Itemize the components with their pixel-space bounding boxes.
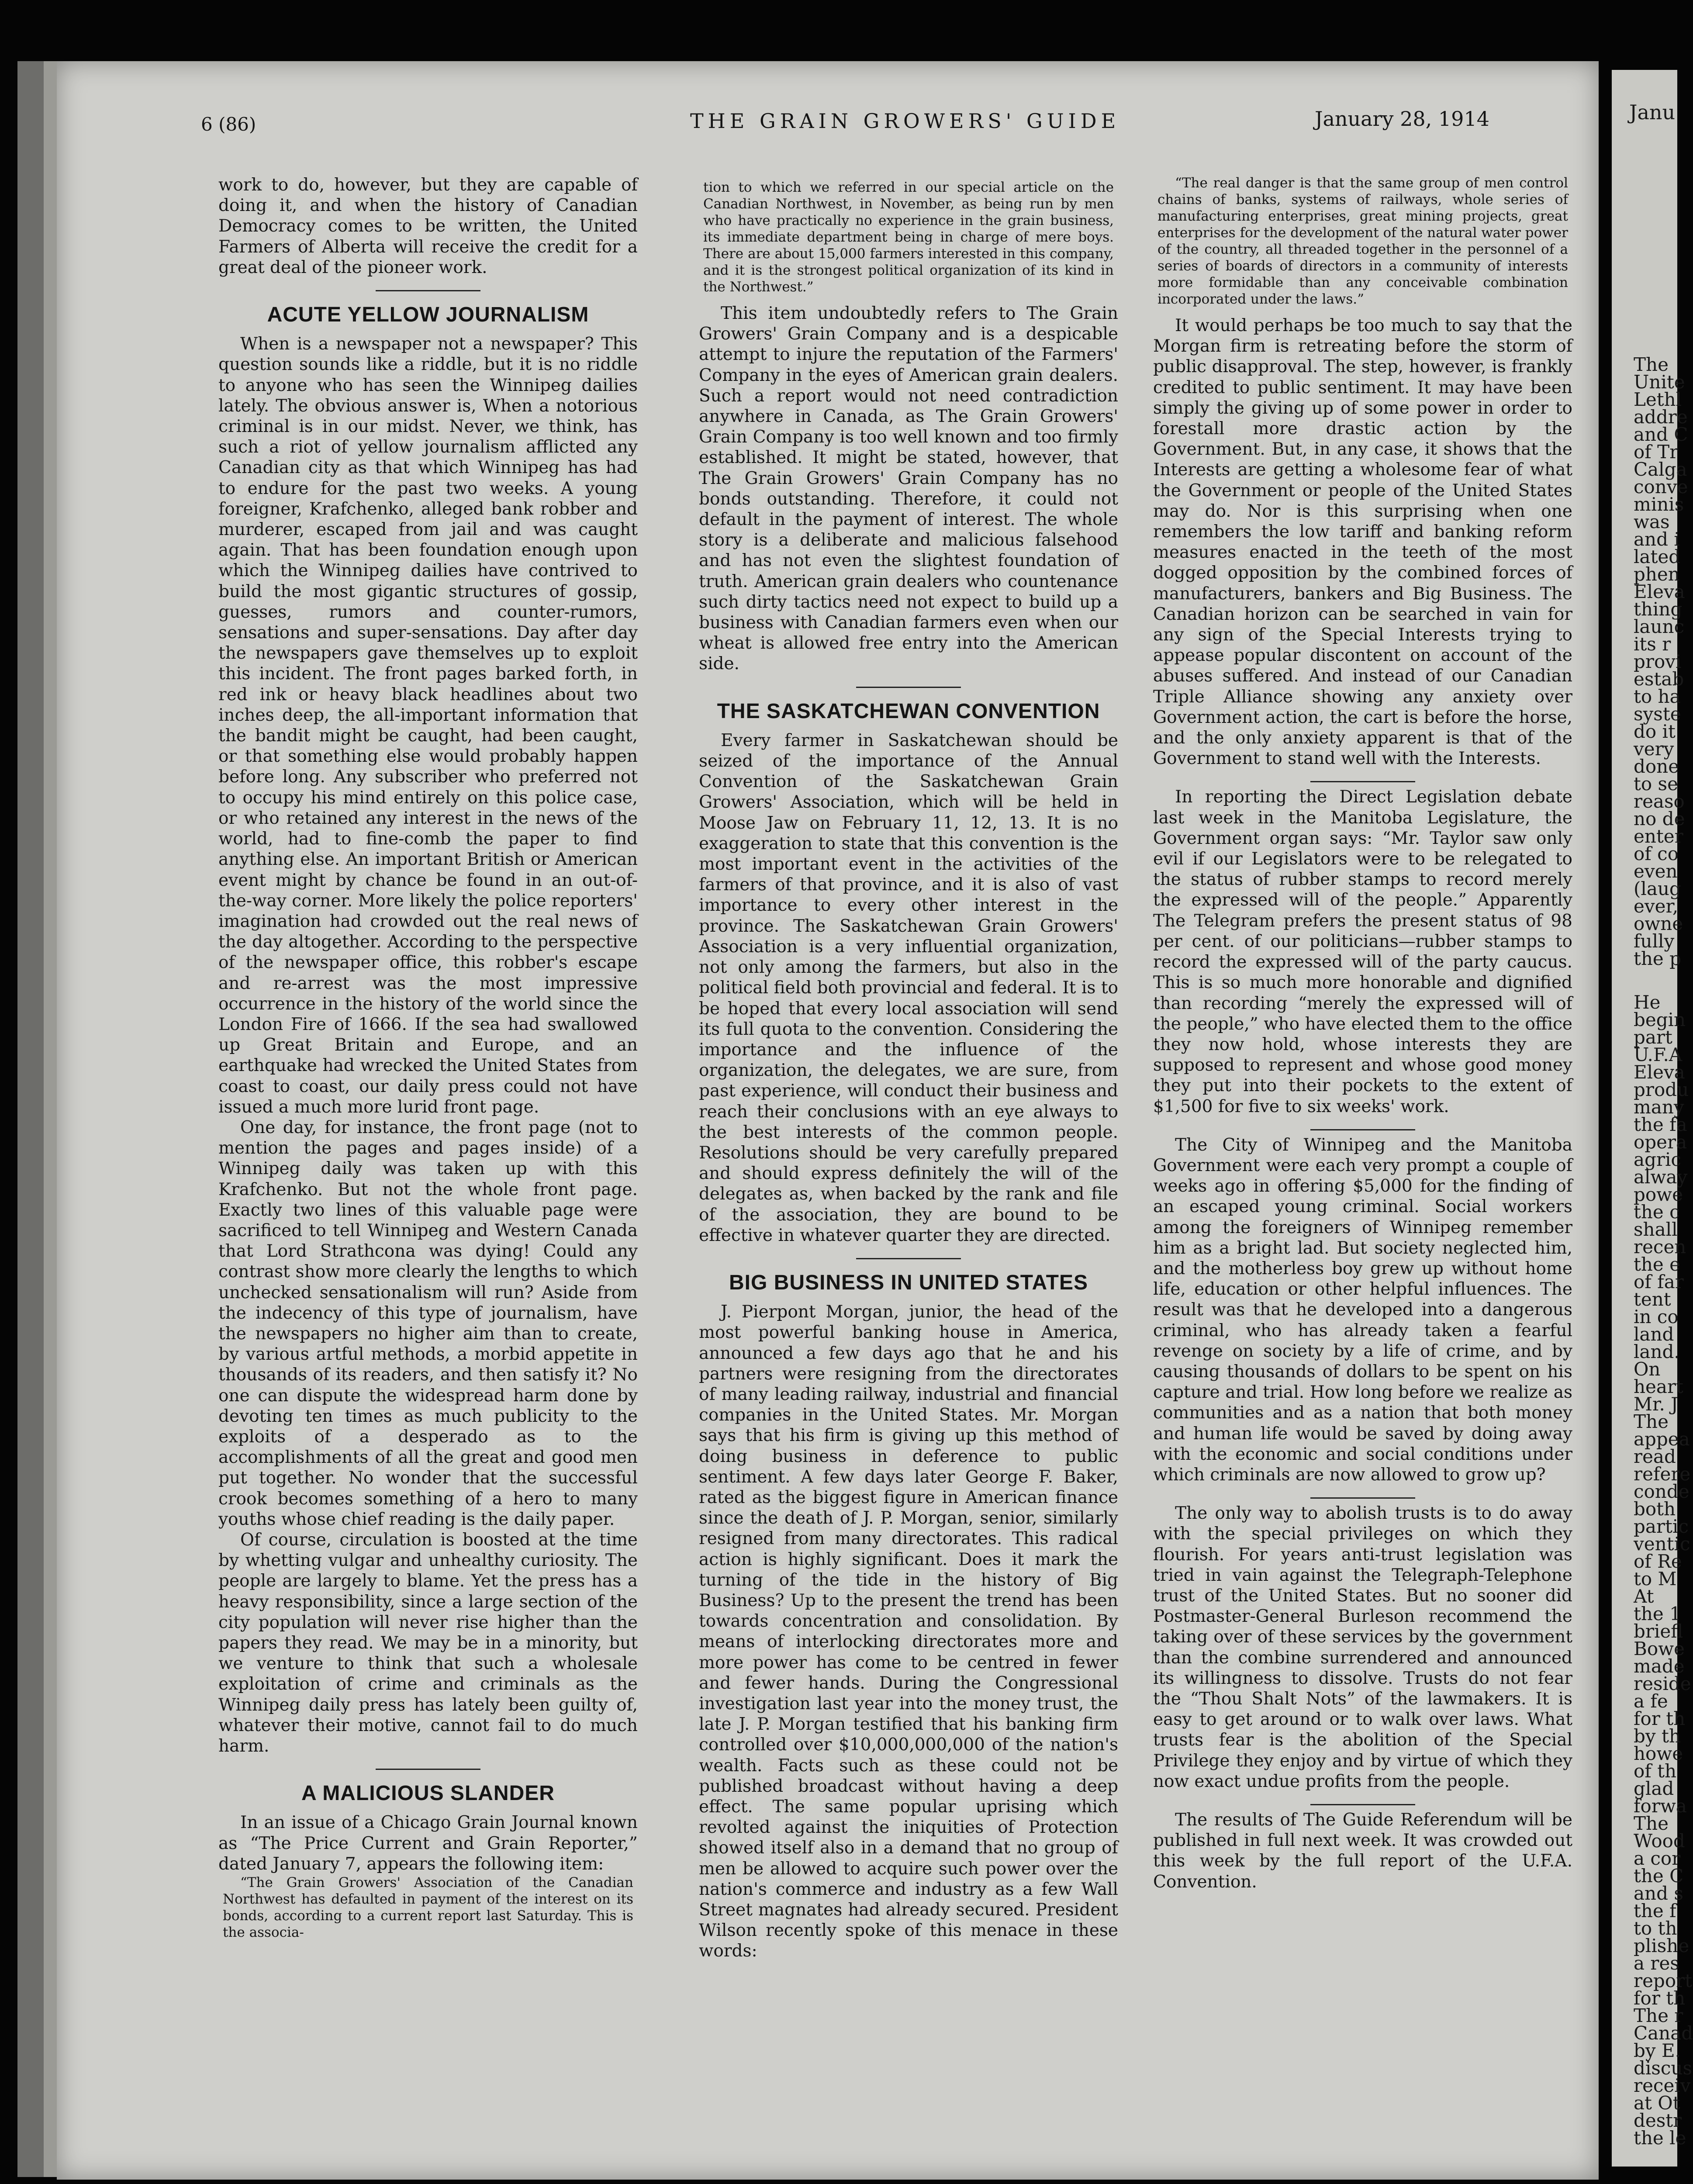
divider [376,290,480,291]
paragraph: In an issue of a Chicago Grain Journal known as “The Price Current and Grain Reporter,” dated January 7, appears the following item: [218,1813,638,1874]
next-page-fragment: The [1634,1813,1669,1834]
next-page-fragment: destr [1634,2110,1682,2131]
next-page-fragment: glad [1634,1778,1674,1799]
divider [1310,1129,1415,1130]
next-page-fragment: the C [1634,1865,1684,1887]
next-page-fragment: many [1634,1096,1684,1118]
masthead: THE GRAIN GROWERS' GUIDE [690,109,1120,133]
next-page-fragment: He [1634,992,1661,1013]
next-page-fragment: tent [1634,1289,1671,1310]
block-quote [223,1874,633,1941]
next-page-fragment: of Re [1634,1551,1682,1572]
paragraph: When is a newspaper not a newspaper? This question sounds like a riddle, but it is no riddle to anyone who has seen the Winnipeg dailies lately. The obvious answer is, When a notorious criminal is in our midst. Never, we think, has such a riot of yellow journalism afflicted any Canadian city as that which Winnipeg has had to endure for the past two weeks. A young foreigner, Krafchenko, alleged bank robber and murderer, escaped from jail and was caught again. That has been foundation enough upon which the Winnipeg dailies have contrived to build the most gigantic structures of gossip, guesses, rumors and counter-rumors, sensations and super-sensations. Day after day the newspapers gave themselves up to exploit this incident. The front pages barked forth, in red ink or heavy black headlines about two inches deep, the all-important information that the bandit might be caught, had been caught, or that something else would probably happen before long. Any subscriber who preferred not to occupy his mind entirely on this police case, or who retained any interest in the news of the world, had to fine-comb the paper to find anything else. An important British or American event might by chance be found in an out-of-the-way corner. More likely the police reporters' imagination had crowded out the real news of the day altogether. According to the perspective of the newspaper office, this robber's escape and re-arrest was the most impressive occurrence in the history of the world since the London Fire of 1666. If the sea had swallowed up Great Britain and Europe, and an earthquake had wrecked the United States from coast to coast, our daily press could not have issued a much more lurid front page. [218,334,638,1117]
next-page-fragment: discus [1634,2057,1692,2079]
next-page-fragment: estab [1634,668,1684,690]
next-page-fragment: a res [1634,1952,1679,1974]
next-page-fragment: by E. [1634,2040,1681,2061]
issue-date: January 28, 1914 [1315,107,1489,131]
headline-big-business: BIG BUSINESS IN UNITED STATES [729,1271,1088,1294]
next-page-fragment: powe [1634,1184,1683,1205]
next-page-fragment: the e [1634,1254,1680,1275]
next-page-fragment: the fa [1634,1114,1687,1135]
divider [1310,1804,1415,1805]
next-page-fragment: for th [1634,1987,1686,2009]
next-page-fragment: was [1634,511,1670,532]
next-page-fragment: addre [1634,406,1688,428]
paragraph: It would perhaps be too much to say that the Morgan firm is retreating before the storm of public disapproval. The step, however, is frankly credited to public sentiment. It may have been simply the giving up of some power in order to forestall more drastic action by the Government. But, in any case, it shows that the Interests are getting a wholesome fear of what the Government or people of the United States may do. Nor is this surprising when one remembers the low tariff and banking reform measures enacted in the teeth of the most dogged opposition by the combined forces of manufacturers, bankers and Big Business. The Canadian horizon can be searched in vain for any sign of the Special Interests trying to appease popular discontent on account of the abuses suffered. And instead of our Canadian Triple Alliance showing any anxiety over Government action, the cart is before the horse, and the only anxiety apparent is that of the Government to stand well with the Interests. [1153,316,1572,769]
headline-malicious-slander: A MALICIOUS SLANDER [301,1782,555,1805]
paragraph: J. Pierpont Morgan, junior, the head of the most powerful banking house in America, announced a few days ago that he and his partners were resigning from the directorates of many leading railway, industrial and financial companies in the United States. Mr. Morgan says that his firm is giving up this method of doing business in deference to public sentiment. A few days later George F. Baker, rated as the biggest figure in American finance since the death of J. P. Morgan, senior, similarly resigned from many directorates. This radical action is highly significant. Does it mark the turning of the tide in the history of Big Business? Up to the present the trend has been towards concentration and consolidation. By means of interlocking directorates more and more power has come to be centred in fewer and fewer hands. During the Congressional investigation last year into the money trust, the late J. P. Morgan testified that his banking firm controlled over $10,000,000,000 of the nation's wealth. Facts such as these could not be published broadcast without having a deep effect. The same popular uprising which revolted against the iniquities of Protection showed itself also in a demand that no group of men be allowed to acquire such power over the nation's commerce and industry as a few Wall Street magnates had already secured. President Wilson recently spoke of this menace in these words: [699,1302,1118,1961]
divider [856,687,961,688]
next-page-fragment: report [1634,1970,1693,1991]
paragraph: The City of Winnipeg and the Manitoba Government were each very prompt a couple of weeks ago in offering $5,000 for the finding of an escaped young criminal. Social workers among the foreigners of Winnipeg remember him as a bright lad. But society neglected him, and the motherless boy grew up without home life, education or other helpful influences. The result was that he developed into a dangerous criminal, who has already taken a fearful revenge on society by a life of crime, and by causing thousands of dollars to be spent on his capture and trial. How long before we realize as communities and as a nation that both money and human life would be saved by doing away with the economic and social conditions under which criminals are now allowed to grow up? [1153,1135,1572,1485]
next-page-fragment: heart [1634,1376,1683,1397]
next-page-fragment: refere [1634,1463,1691,1485]
next-page-fragment: part [1634,1026,1672,1048]
next-page-fragment: briefl [1634,1621,1683,1642]
next-page-fragment: Eleva [1634,581,1685,602]
next-page-fragment: reaso [1634,791,1685,812]
next-page-fragment: and s [1634,1883,1683,1904]
next-page-fragment: appea [1634,1428,1690,1450]
next-page-fragment: Canad [1634,2022,1693,2044]
headline-saskatchewan-convention: THE SASKATCHEWAN CONVENTION [717,699,1100,723]
next-page-fragment: owne [1634,913,1683,934]
next-page-fragment: at Ot [1634,2092,1680,2114]
next-page-fragment: Wood [1634,1830,1685,1852]
next-page-fragment: to se [1634,773,1678,795]
next-page-fragment: launc [1634,616,1685,637]
next-page-fragment: land. [1634,1341,1680,1362]
next-page-fragment: even [1634,860,1678,882]
next-page-fragment: provi [1634,651,1682,672]
next-page-fragment: and C [1634,424,1688,445]
next-page-fragment: of Tr [1634,441,1679,463]
next-page-fragment: to th [1634,1918,1677,1939]
next-page-fragment: the c [1634,1201,1680,1223]
next-page-fragment: alway [1634,1166,1688,1188]
next-page-fragment: done [1634,756,1679,777]
next-page-fragment: made [1634,1655,1685,1677]
headline-acute-yellow-journalism: ACUTE YELLOW JOURNALISM [267,303,589,327]
divider [856,1258,961,1259]
next-page-fragment: no de [1634,808,1685,829]
next-page-fragment: the p [1634,948,1682,969]
column-2 [699,179,1118,1962]
page-number: 6 (86) [201,114,256,135]
next-page-fragment: land [1634,1324,1674,1345]
next-page-fragment: plishe [1634,1935,1690,1956]
next-page-fragment: U.F.A [1634,1044,1683,1065]
next-page-fragment: of co [1634,843,1679,864]
divider [1310,781,1415,782]
next-page-fragment: At [1634,1586,1654,1607]
next-page-fragment: receiv [1634,2075,1691,2096]
quote-text: “The Grain Growers' Association of the Canadian Northwest has defaulted in payment of the interest on its bonds, according to a current report last Saturday. This is the associa- [223,1875,633,1941]
next-page-fragment: howe [1634,1743,1683,1764]
quote-text: “The real danger is that the same group of men control chains of banks, systems of railways, whole series of manufacturing enterprises, great mining projects, great enterprises for the development of the natural water power of the country, all threaded together in the personnel of a series of boards of directors in a community of interests more formidable than any conceivable combination incorporated under the laws.” [1157,175,1568,307]
paragraph: One day, for instance, the front page (not to mention the pages and pages inside) of a Winnipeg daily was taken up with this Krafchenko. But not the whole front page. Exactly two lines of this valuable page were sacrificed to tell Winnipeg and Western Canada that Lord Strathcona was dying! Could any contrast show more clearly the lengths to which unchecked sensationalism will run? Aside from the indecency of this type of journalism, have the newspapers no higher aim than to create, by various artful methods, a morbid appetite in thousands of its readers, and then satisfy it? No one can dispute the widespread harm done by devoting ten times as much publicity to the exploits of a desperado as to the accomplishments of all the great and good men put together. No wonder that the successful crook becomes something of a hero to many youths whose chief reading is the daily paper. [218,1117,638,1529]
next-page-fragment: the f [1634,1900,1676,1921]
next-page-fragment: produ [1634,1079,1689,1100]
next-page-fragment: read [1634,1446,1676,1467]
next-page-fragment: the 1 [1634,1603,1681,1624]
block-quote [1157,175,1568,308]
next-page-fragment: thing [1634,598,1683,620]
next-page-fragment: The [1634,354,1669,375]
next-page-fragment: ever, [1634,895,1679,917]
next-page-fragment: partic [1634,1516,1689,1537]
column-1 [218,175,638,1941]
paragraph: The only way to abolish trusts is to do away with the special privileges on which they flourish. For years anti-trust legislation was tried in vain against the Telegraph-Telephone trust of the United States. But no sooner did Postmaster-General Burleson recommend the taking over of these services by the government than the combine surrendered and announced its willingness to dissolve. Trusts do not fear the “Thou Shalt Nots” of the lawmakers. It is easy to get around or to walk over laws. What trusts fear is the abolition of the Special Privilege they enjoy and by virtue of which they now exact undue profits from the people. [1153,1503,1572,1791]
next-page-fragment: (laug [1634,878,1681,899]
next-page-sliver [1612,70,1693,2167]
block-quote [703,179,1114,295]
next-page-fragment: by th [1634,1725,1681,1747]
next-page-fragment: Calga [1634,459,1687,480]
next-page-fragment: a fe [1634,1690,1668,1712]
next-page-fragment: enter [1634,826,1683,847]
next-page-fragment: of far [1634,1271,1684,1292]
next-page-fragment: Bowe [1634,1638,1685,1659]
divider [1310,1497,1415,1499]
next-page-fragment: On [1634,1358,1661,1380]
quote-text: tion to which we referred in our special article on the Canadian Northwest, in November, as being run by men who have practically no experience in the grain business, its immediate department being in charge of mere boys. There are about 15,000 farmers interested in this company, and it is the strongest political organization of its kind in the Northwest.” [703,180,1114,295]
next-page-fragment: ventic [1634,1533,1690,1555]
next-page-fragment: its r [1634,633,1671,655]
next-page-fragment: phen [1634,563,1680,585]
next-page-fragment: minis [1634,494,1684,515]
next-page-fragment: Mr. J [1634,1393,1679,1415]
next-page-fragment: conve [1634,476,1688,498]
next-page-fragment: and i [1634,529,1680,550]
next-page-fragment: begin [1634,1009,1686,1030]
paragraph: The results of The Guide Referendum will be published in full next week. It was crowded out this week by the full report of the U.F.A. Convention. [1153,1810,1572,1892]
next-page-fragment: syste [1634,703,1681,725]
paragraph: work to do, however, but they are capable of doing it, and when the history of Canadian Democracy comes to be written, the United Farmers of Alberta will receive the credit for a great deal of the pioneer work. [218,175,638,277]
next-page-fragment: forwa [1634,1795,1687,1817]
next-page-fragment: do it [1634,721,1676,742]
paragraph: This item undoubtedly refers to The Grain Growers' Grain Company and is a despicable attempt to injure the reputation of the Farmers' Company in the eyes of American grain dealers. Such a report would not need contradiction anywhere in Canada, as The Grain Growers' Grain Company is too well known and too firmly established. It might be stated, however, that The Grain Growers' Grain Company has no bonds outstanding. Therefore, it could not default in the payment of interest. The whole story is a deliberate and malicious falsehood and has not even the slightest foundation of truth. American grain dealers who countenance such dirty tactics need not expect to build up a business with Canadian farmers even when our wheat is allowed free entry into the American side. [699,304,1118,674]
next-page-fragment: reside [1634,1673,1691,1694]
next-page-fragment: shall [1634,1219,1678,1240]
divider [376,1769,480,1770]
next-page-fragment: lated [1634,546,1681,567]
next-page-fragment: to ha [1634,686,1681,707]
next-page-fragment: Unite [1634,371,1685,393]
newspaper-page [57,61,1599,2180]
paragraph: Every farmer in Saskatchewan should be seized of the importance of the Annual Convention of the Saskatchewan Grain Growers' Association, which will be held in Moose Jaw on February 11, 12, 13. It is no exaggeration to state that this convention is the most important event in the activities of the farmers of that province, and it is also of vast importance to every other interest in the province. The Saskatchewan Grain Growers' Association is a very influential organization, not only among the farmers, but also in the political field both provincial and federal. It is to be hoped that every local association will send its full quota to the convention. Considering the importance and the influence of the organization, the delegates, we are sure, from past experience, will conduct their business and reach their conclusions with an eye always to the best interests of the common people. Resolutions should be very carefully prepared and should express definitely the will of the delegates as, when backed by the rank and file of the association, they are bound to be effective in whatever quarter they are directed. [699,730,1118,1245]
next-page-fragment: The [1634,1411,1669,1432]
next-page-fragment: Lethl [1634,389,1682,410]
next-page-fragment: agric [1634,1149,1681,1170]
next-page-fragment: to M [1634,1568,1677,1590]
next-page-fragment: fully [1634,930,1675,952]
next-page-fragment: of th [1634,1760,1677,1782]
next-page-fragment: for th [1634,1708,1686,1729]
column-3 [1153,175,1572,1892]
next-page-fragment: both [1634,1498,1676,1520]
next-page-fragment: conde [1634,1481,1690,1502]
next-page-fragment: recen [1634,1236,1686,1258]
paragraph: Of course, circulation is boosted at the time by whetting vulgar and unhealthy curiosity. The people are largely to blame. Yet the press has a heavy responsibility, since a large section of the city population will never rise higher than the papers they read. We may be in a minority, but we venture to think that such a wholesale exploitation of crime and criminals as the Winnipeg daily press has lately been guilty of, whatever their motive, cannot fail to do much harm. [218,1530,638,1756]
next-page-fragment: Eleva [1634,1061,1685,1083]
paragraph: In reporting the Direct Legislation debate last week in the Manitoba Legislature, the Government organ says: “Mr. Taylor saw only evil if our Legislators were to be relegated to the status of rubber stamps to record merely the expressed will of the people.” Apparently The Telegram prefers the present status of 98 per cent. of our politicians—rubber stamps to record the expressed will of the party caucus. This is so much more honorable and dignified than recording “merely the expressed will of the people,” who have elected them to the office they now hold, whose interests they are supposed to represent and whose good money they put into their pockets to the extent of $1,500 for five to six weeks' work. [1153,787,1572,1116]
next-page-fragment: in co [1634,1306,1679,1327]
next-page-fragment: opera [1634,1131,1687,1153]
next-page-fragment: very [1634,738,1674,760]
next-page-fragment: the le [1634,2127,1686,2149]
next-page-fragment: a cor [1634,1848,1681,1869]
next-page-fragment: The r [1634,2005,1683,2026]
next-page-header: Janu [1629,100,1676,124]
